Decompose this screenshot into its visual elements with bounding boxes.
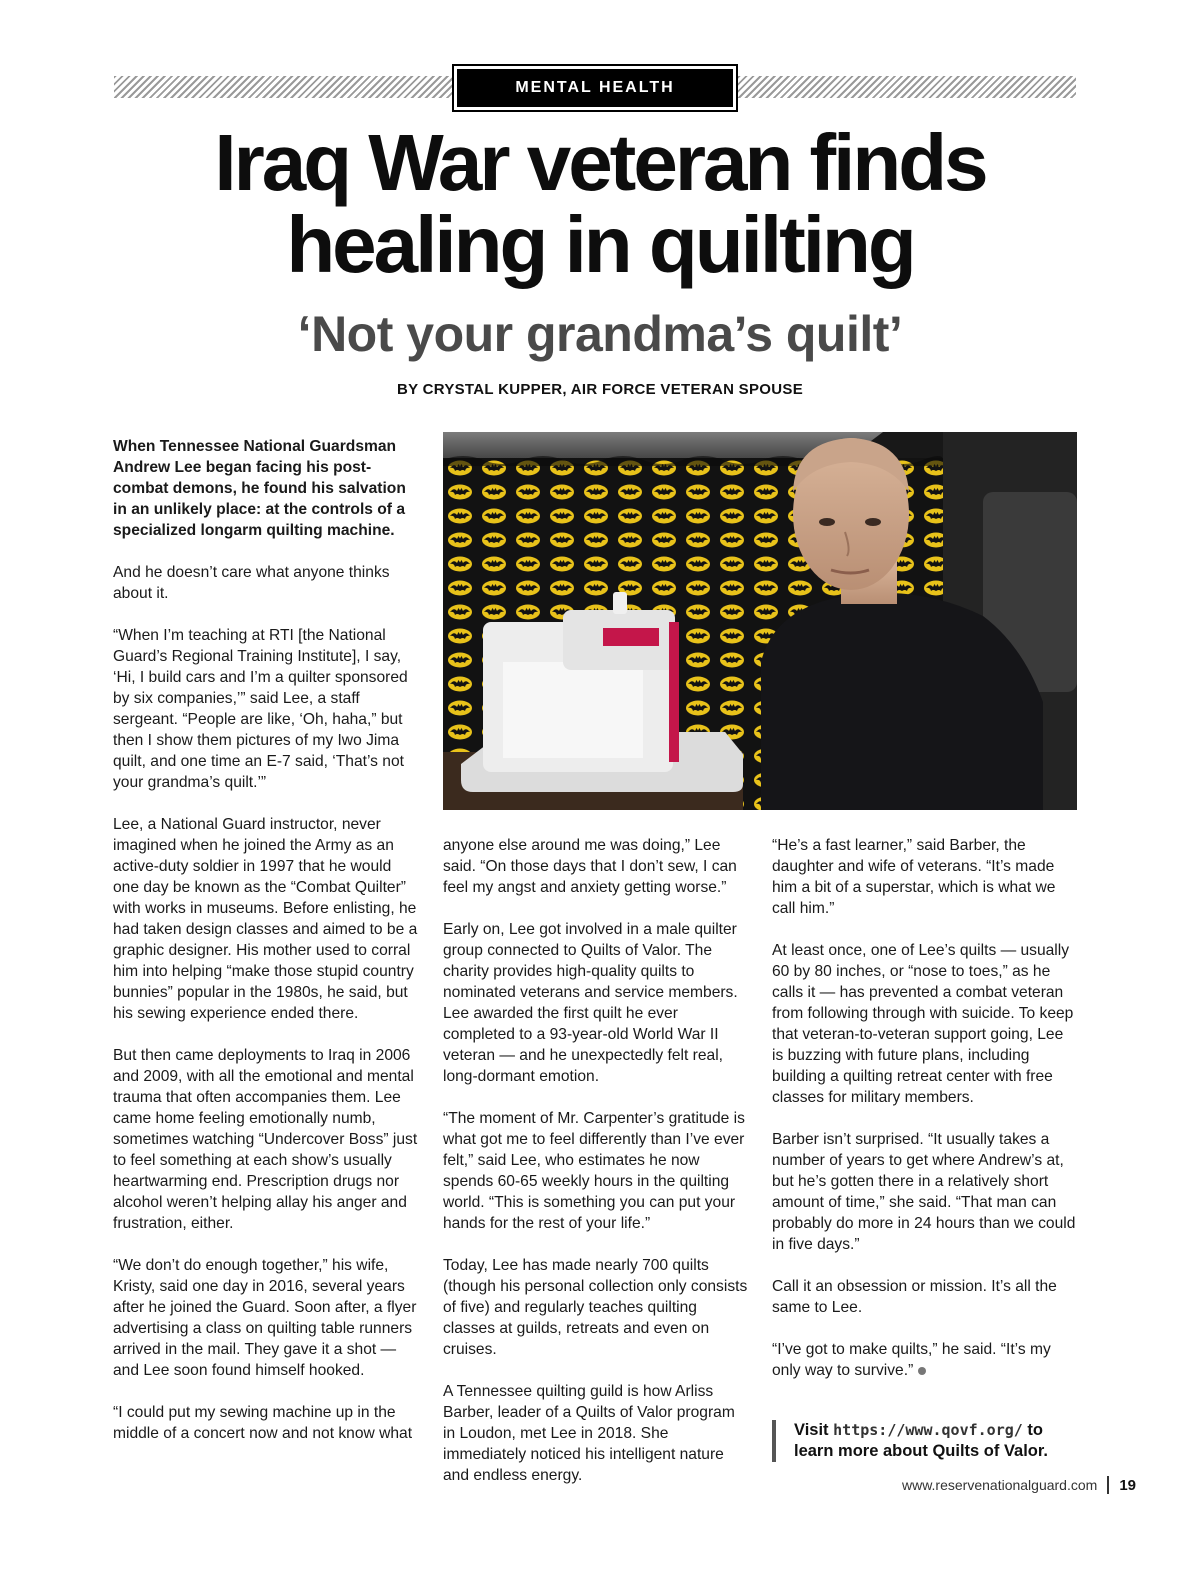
article-column-3 [772,835,1078,1402]
paragraph: “When I’m teaching at RTI [the National Guard’s Regional Training Institute], I say, ‘Hi, I build cars and I’m a quilter sponsored by six companies,’” said Lee, a staff sergeant. “People are like, ‘Oh, haha,” but then I show them pictures of my Iwo Jima quilt, and one time an E-7 said, ‘That’s not your grandma’s quilt.’” [113,627,408,791]
headline [60,118,1140,289]
paragraph: Early on, Lee got involved in a male quilter group connected to Quilts of Valor. The charity provides high-quality quilts to nominated veterans and service members. Lee awarded the first quilt he ever completed to a 93-year-old World War II veteran — and he unexpectedly felt real, long-dormant emotion. [443,921,738,1085]
paragraph: “I could put my sewing machine up in the middle of a concert now and not know what [113,1404,413,1442]
closing-quote: “I’ve got to make quilts,” he said. “It’s my only way to survive.” [772,1341,1051,1379]
lead-paragraph: When Tennessee National Guardsman Andrew Lee began facing his post-combat demons, he found his salvation in an unlikely place: at the controls of a specialized longarm quilting machine. [113,438,406,539]
man-with-sewing-machine-photo [443,432,1077,810]
paragraph: Barber isn’t surprised. “It usually takes a number of years to get where Andrew’s at, but he’s gotten there in a relatively short amount of time,” she said. “That man can probably do more in 24 hours than we could in five days.” [772,1131,1076,1253]
paragraph: At least once, one of Lee’s quilts — usually 60 by 80 inches, or “nose to toes,” as he calls it — has prevented a combat veteran from following through with suicide. To keep that veteran-to-veteran support going, Lee is buzzing with future plans, including building a quilting retreat center with free classes for military members. [772,942,1074,1106]
paragraph: Lee, a National Guard instructor, never imagined when he joined the Army as an active-duty soldier in 1997 that he would one day be known as the “Combat Quilter” with works in museums. Before enlisting, he had taken design classes and aimed to be a graphic designer. His mother used to corral him into helping “make those stupid country bunnies” popular in the 1980s, he said, but his sewing experience ended there. [113,816,418,1022]
paragraph: A Tennessee quilting guild is how Arliss Barber, leader of a Quilts of Valor program in Loudon, met Lee in 2018. She immediately noticed his intelligent nature and endless energy. [443,1383,735,1484]
section-banner [114,64,1076,112]
paragraph: anyone else around me was doing,” Lee said. “On those days that I don’t sew, I can feel my angst and anxiety getting worse.” [443,837,737,896]
article-column-2 [443,835,749,1507]
paragraph: “We don’t do enough together,” his wife, Kristy, said one day in 2016, several years after he joined the Guard. Soon after, a flyer advertising a class on quilting table runners arrived in the mail. They gave it a shot — and Lee soon found himself hooked. [113,1257,417,1379]
end-mark-icon [918,1367,926,1375]
byline: BY CRYSTAL KUPPER, AIR FORCE VETERAN SPOUSE [396,381,803,398]
paragraph: Call it an obsession or mission. It’s all the same to Lee. [772,1278,1057,1316]
paragraph: And he doesn’t care what anyone thinks about it. [113,564,390,602]
article-photo [443,432,1077,810]
page-footer [902,1476,1136,1494]
paragraph: “He’s a fast learner,” said Barber, the daughter and wife of veterans. “It’s made him a bit of a superstar, which is what we call him.” [772,837,1056,917]
callout-box [772,1420,1078,1462]
article-column-1 [113,436,419,1465]
headline-line-2: healing in quilting [286,200,914,289]
headline-line-1: Iraq War veteran finds [214,118,986,207]
paragraph: “The moment of Mr. Carpenter’s gratitude is what got me to feel differently than I’ve ever felt,” said Lee, who estimates he now spends 60-65 weekly hours in the quilting world. “This is something you can put your hands for the rest of your life.” [443,1110,745,1232]
subheadline: ‘Not your grandma’s quilt’ [297,306,903,362]
paragraph: Today, Lee has made nearly 700 quilts (though his personal collection only consists of five) and regularly teaches quilting classes at guilds, retreats and even on cruises. [443,1257,748,1358]
hatch-decoration-right [738,76,1076,98]
hatch-decoration-left [114,76,452,98]
qovf-link[interactable]: https://www.qovf.org/ [833,1421,1023,1439]
footer-site[interactable]: www.reservenationalguard.com [901,1477,1098,1493]
paragraph: But then came deployments to Iraq in 2006 and 2009, with all the emotional and mental trauma that often accompanies them. Lee came home feeling emotionally numb, sometimes watching “Undercover Boss” just to feel something at each show’s usually heartwarming end. Prescription drugs nor alcohol weren’t helping allay his anger and frustration, either. [113,1047,418,1232]
section-label: MENTAL HEALTH [457,69,733,107]
page-number: 19 [1119,1476,1136,1494]
callout-suffix: to learn more about Quilts of Valor. [794,1421,1048,1460]
paragraph-final [772,1339,1078,1381]
section-label-box [452,64,738,112]
callout-prefix: Visit [794,1421,834,1439]
footer-divider [1107,1476,1109,1494]
